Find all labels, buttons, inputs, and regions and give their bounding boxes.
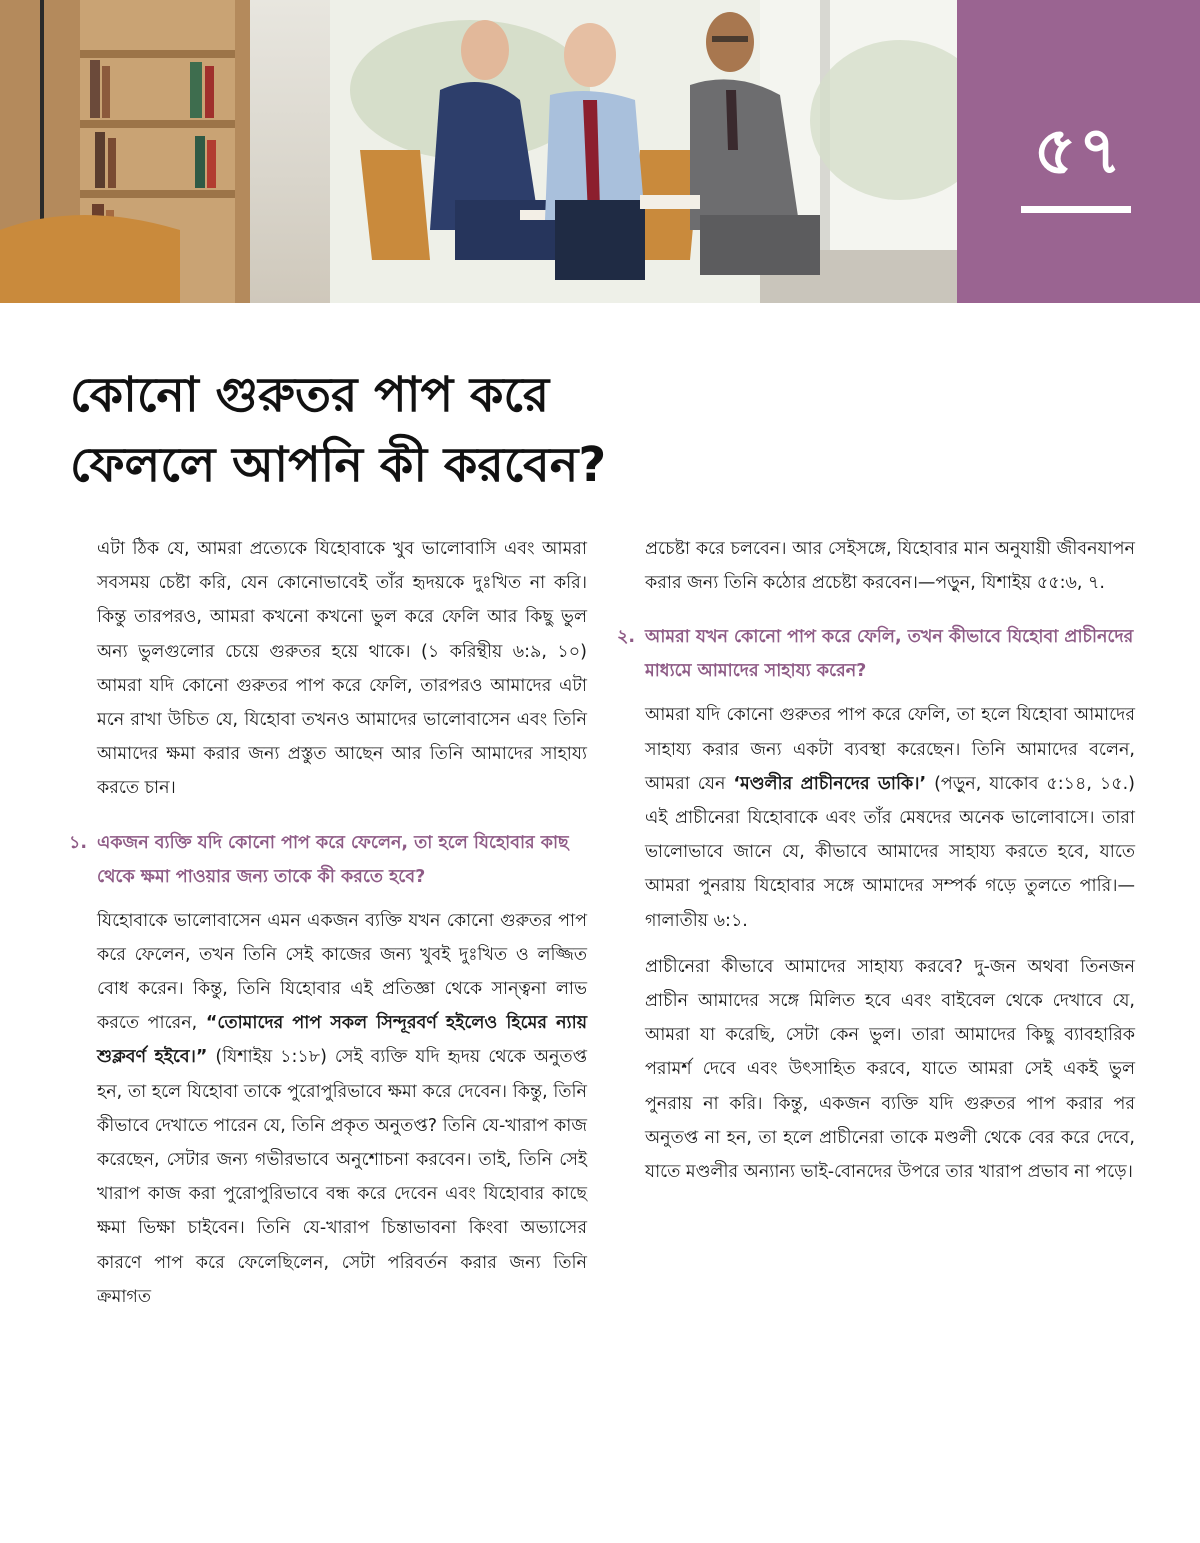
header-photo [0,0,957,303]
question-1 [69,826,587,894]
question-1-answer [97,904,587,1314]
question-1-answer-part-b: (যিশাইয় ১:১৮) সেই ব্যক্তি যদি হৃদয় থেকে অনুতপ্ত হন, তা হলে যিহোবা তাকে পুরোপুরিভাবে ক্ষমা করে দেবেন। কিন্তু, তিনি কীভাবে দেখাতে পারেন যে, তিনি প্রকৃত অনুতপ্ত? তিনি যে-খারাপ কাজ করেছেন, সেটার জন্য গভীরভাবে অনুশোচনা করবেন। তাই, তিনি সেই খারাপ কাজ করা পুরোপুরিভাবে বন্ধ করে দেবেন এবং যিহোবার কাছে ক্ষমা ভিক্ষা চাইবেন। তিনি যে-খারাপ চিন্তাভাবনা কিংবা অভ্যাসের কারণে পাপ করে ফেলেছিলেন, সেটা পরিবর্তন করার জন্য তিনি ক্রমাগত [97,1047,587,1307]
intro-paragraph: এটা ঠিক যে, আমরা প্রত্যেকে যিহোবাকে খুব ভালোবাসি এবং আমরা সবসময় চেষ্টা করি, যেন কোনোভাবেই তাঁর হৃদয়কে দুঃখিত না করি। কিন্তু তারপরও, আমরা কখনো কখনো ভুল করে ফেলি আর কিছু ভুল অন্য ভুলগুলোর চেয়ে গুরুতর হয়ে থাকে। (১ করিন্থীয় ৬:৯, ১০) আমরা যদি কোনো গুরুতর পাপ করে ফেলি, তারপরও আমাদের এটা মনে রাখা উচিত যে, যিহোবা তখনও আমাদের ভালোবাসেন এবং তিনি আমাদের ক্ষমা করার জন্য প্রস্তুত আছেন আর তিনি আমাদের সাহায্য করতে চান। [97,539,587,799]
question-1-answer-part-a: যিহোবাকে ভালোবাসেন এমন একজন ব্যক্তি যখন কোনো গুরুতর পাপ করে ফেলেন, তখন তিনি সেই কাজের জন্য খুবই দুঃখিত ও লজ্জিত বোধ করেন। কিন্তু, তিনি যিহোবার এই প্রতিজ্ঞা থেকে সান্ত্বনা লাভ করতে পারেন, [97,910,587,1034]
page-title-line-1: কোনো গুরুতর পাপ করে [70,367,550,423]
question-1-number: ১. [69,832,88,853]
page-title [70,360,970,500]
question-1-scripture-quote: “তোমাদের পাপ সকল সিন্দূরবর্ণ হইলেও হিমের ন্যায় শুক্লবর্ণ হইবে।” [97,1013,587,1068]
question-2-answer-1-part-b: (পড়ুন, যাকোব ৫:১৪, ১৫.) এই প্রাচীনেরা যিহোবাকে এবং তাঁর মেষদের অনেক ভালোবাসে। তারা ভালোভাবে জানে যে, কীভাবে আমাদের সাহায্য করতে হবে, যাতে আমরা পুনরায় যিহোবার সঙ্গে আমাদের সম্পর্ক গড়ে তুলতে পারি।—গালাতীয় ৬:১. [645,773,1135,931]
page-title-line-2: ফেললে আপনি কী করবেন? [70,437,607,493]
question-2-text: আমরা যখন কোনো পাপ করে ফেলি, তখন কীভাবে যিহোবা প্রাচীনদের মাধ্যমে আমাদের সাহায্য করেন? [645,627,1134,682]
right-column [617,532,1135,1189]
question-2 [617,620,1135,688]
question-1-text: একজন ব্যক্তি যদি কোনো পাপ করে ফেলেন, তা হলে যিহোবার কাছ থেকে ক্ষমা পাওয়ার জন্য তাকে কী করতে হবে? [97,832,569,887]
question-1-answer-continued: প্রচেষ্টা করে চলবেন। আর সেইসঙ্গে, যিহোবার মান অনুযায়ী জীবনযাপন করার জন্য তিনি কঠোর প্রচেষ্টা করবেন।—পড়ুন, যিশাইয় ৫৫:৬, ৭. [645,539,1135,594]
left-column [69,532,587,1314]
question-2-number: ২. [617,627,636,648]
lesson-number-underline [1021,206,1131,213]
lesson-number-box [957,0,1200,303]
question-2-scripture-quote: ‘মণ্ডলীর প্রাচীনদের ডাকি।’ [733,773,927,794]
lesson-number: ৫৭ [1033,112,1124,189]
question-2-answer-1-part-a: আমরা যদি কোনো গুরুতর পাপ করে ফেলি, তা হলে যিহোবা আমাদের সাহায্য করার জন্য একটা ব্যবস্থা করেছেন। তিনি আমাদের বলেন, আমরা যেন [645,705,1135,794]
question-2-answer-2: প্রাচীনেরা কীভাবে আমাদের সাহায্য করবে? দু-জন অথবা তিনজন প্রাচীন আমাদের সঙ্গে মিলিত হবে এবং বাইবেল থেকে দেখাবে যে, আমরা যা করেছি, সেটা কেন ভুল। তারা আমাদের কিছু ব্যাবহারিক পরামর্শ দেবে এবং উৎসাহিত করবে, যাতে আমরা সেই একই ভুল পুনরায় না করি। কিন্তু, একজন ব্যক্তি যদি গুরুতর পাপ করার পর অনুতপ্ত না হন, তা হলে প্রাচীনেরা তাকে মণ্ডলী থেকে বের করে দেবে, যাতে মণ্ডলীর অন্যান্য ভাই-বোনদের উপরে তার খারাপ প্রভাব না পড়ে। [645,956,1135,1183]
question-2-answer-1 [645,698,1135,937]
